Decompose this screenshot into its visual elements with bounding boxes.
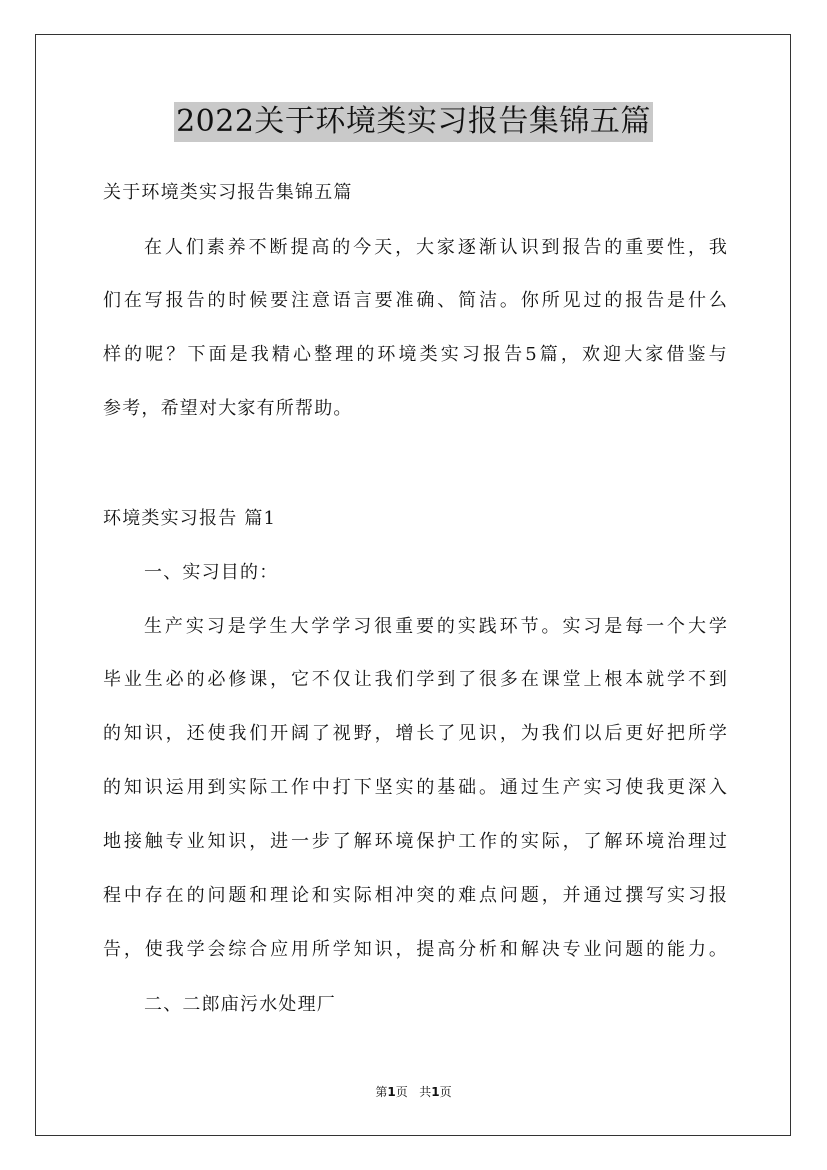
document-subtitle: 关于环境类实习报告集锦五篇: [103, 182, 353, 203]
body-line: 告 ， 使 我 学 会 综 合 应 用 所 学 知 识 ， 提 高 分 析 和 解 决 专 业 问 题 的 能 力 。: [103, 939, 727, 960]
body-line: 毕 业 生 必 的 必 修 课 ， 它 不 仅 让 我 们 学 到 了 很 多 在 课 堂 上 根 本 就 学 不 到: [103, 669, 727, 690]
footer-total-number: 1: [431, 1085, 440, 1099]
page-footer: [0, 1084, 827, 1100]
body-line: 程 中 存 在 的 问 题 和 理 论 和 实 际 相 冲 突 的 难 点 问 题 ， 并 通 过 撰 写 实 习 报: [103, 885, 727, 906]
footer-page-number: 1: [387, 1085, 396, 1099]
document-title: 2022关于环境类实习报告集锦五篇: [174, 102, 653, 142]
section-heading: 环境类实习报告 篇1: [103, 508, 277, 529]
list-heading-purpose: 一、实习目的：: [144, 562, 279, 583]
intro-line: 们 在 写 报 告 的 时 候 要 注 意 语 言 要 准 确 、 简 洁 。 你 所 见 过 的 报 告 是 什 么: [103, 290, 727, 311]
title-container: [0, 102, 827, 142]
body-line: 地 接 触 专 业 知 识 ， 进 一 步 了 解 环 境 保 护 工 作 的 实 际 ， 了 解 环 境 治 理 过: [103, 831, 727, 852]
footer-total-suffix: 页: [439, 1085, 452, 1099]
intro-line: 样 的 呢 ？ 下 面 是 我 精 心 整 理 的 环 境 类 实 习 报 告 5 篇 ， 欢 迎 大 家 借 鉴 与: [103, 344, 727, 365]
intro-line: 在 人 们 素 养 不 断 提 高 的 今 天 ， 大 家 逐 渐 认 识 到 报 告 的 重 要 性 ， 我: [144, 237, 727, 258]
footer-page-prefix: 第: [375, 1085, 388, 1099]
list-heading-plant: 二、二郎庙污水处理厂: [144, 994, 336, 1015]
body-line: 的 知 识 ， 还 使 我 们 开 阔 了 视 野 ， 增 长 了 见 识 ， 为 我 们 以 后 更 好 把 所 学: [103, 723, 727, 744]
body-line: 的 知 识 运 用 到 实 际 工 作 中 打 下 坚 实 的 基 础 。 通 过 生 产 实 习 使 我 更 深 入: [103, 777, 727, 798]
body-line: 生 产 实 习 是 学 生 大 学 学 习 很 重 要 的 实 践 环 节 。 实 习 是 每 一 个 大 学: [144, 616, 727, 637]
intro-line: 参考，希望对大家有所帮助。: [103, 398, 353, 419]
footer-total-prefix: 共: [419, 1085, 432, 1099]
footer-page-suffix: 页: [395, 1085, 408, 1099]
